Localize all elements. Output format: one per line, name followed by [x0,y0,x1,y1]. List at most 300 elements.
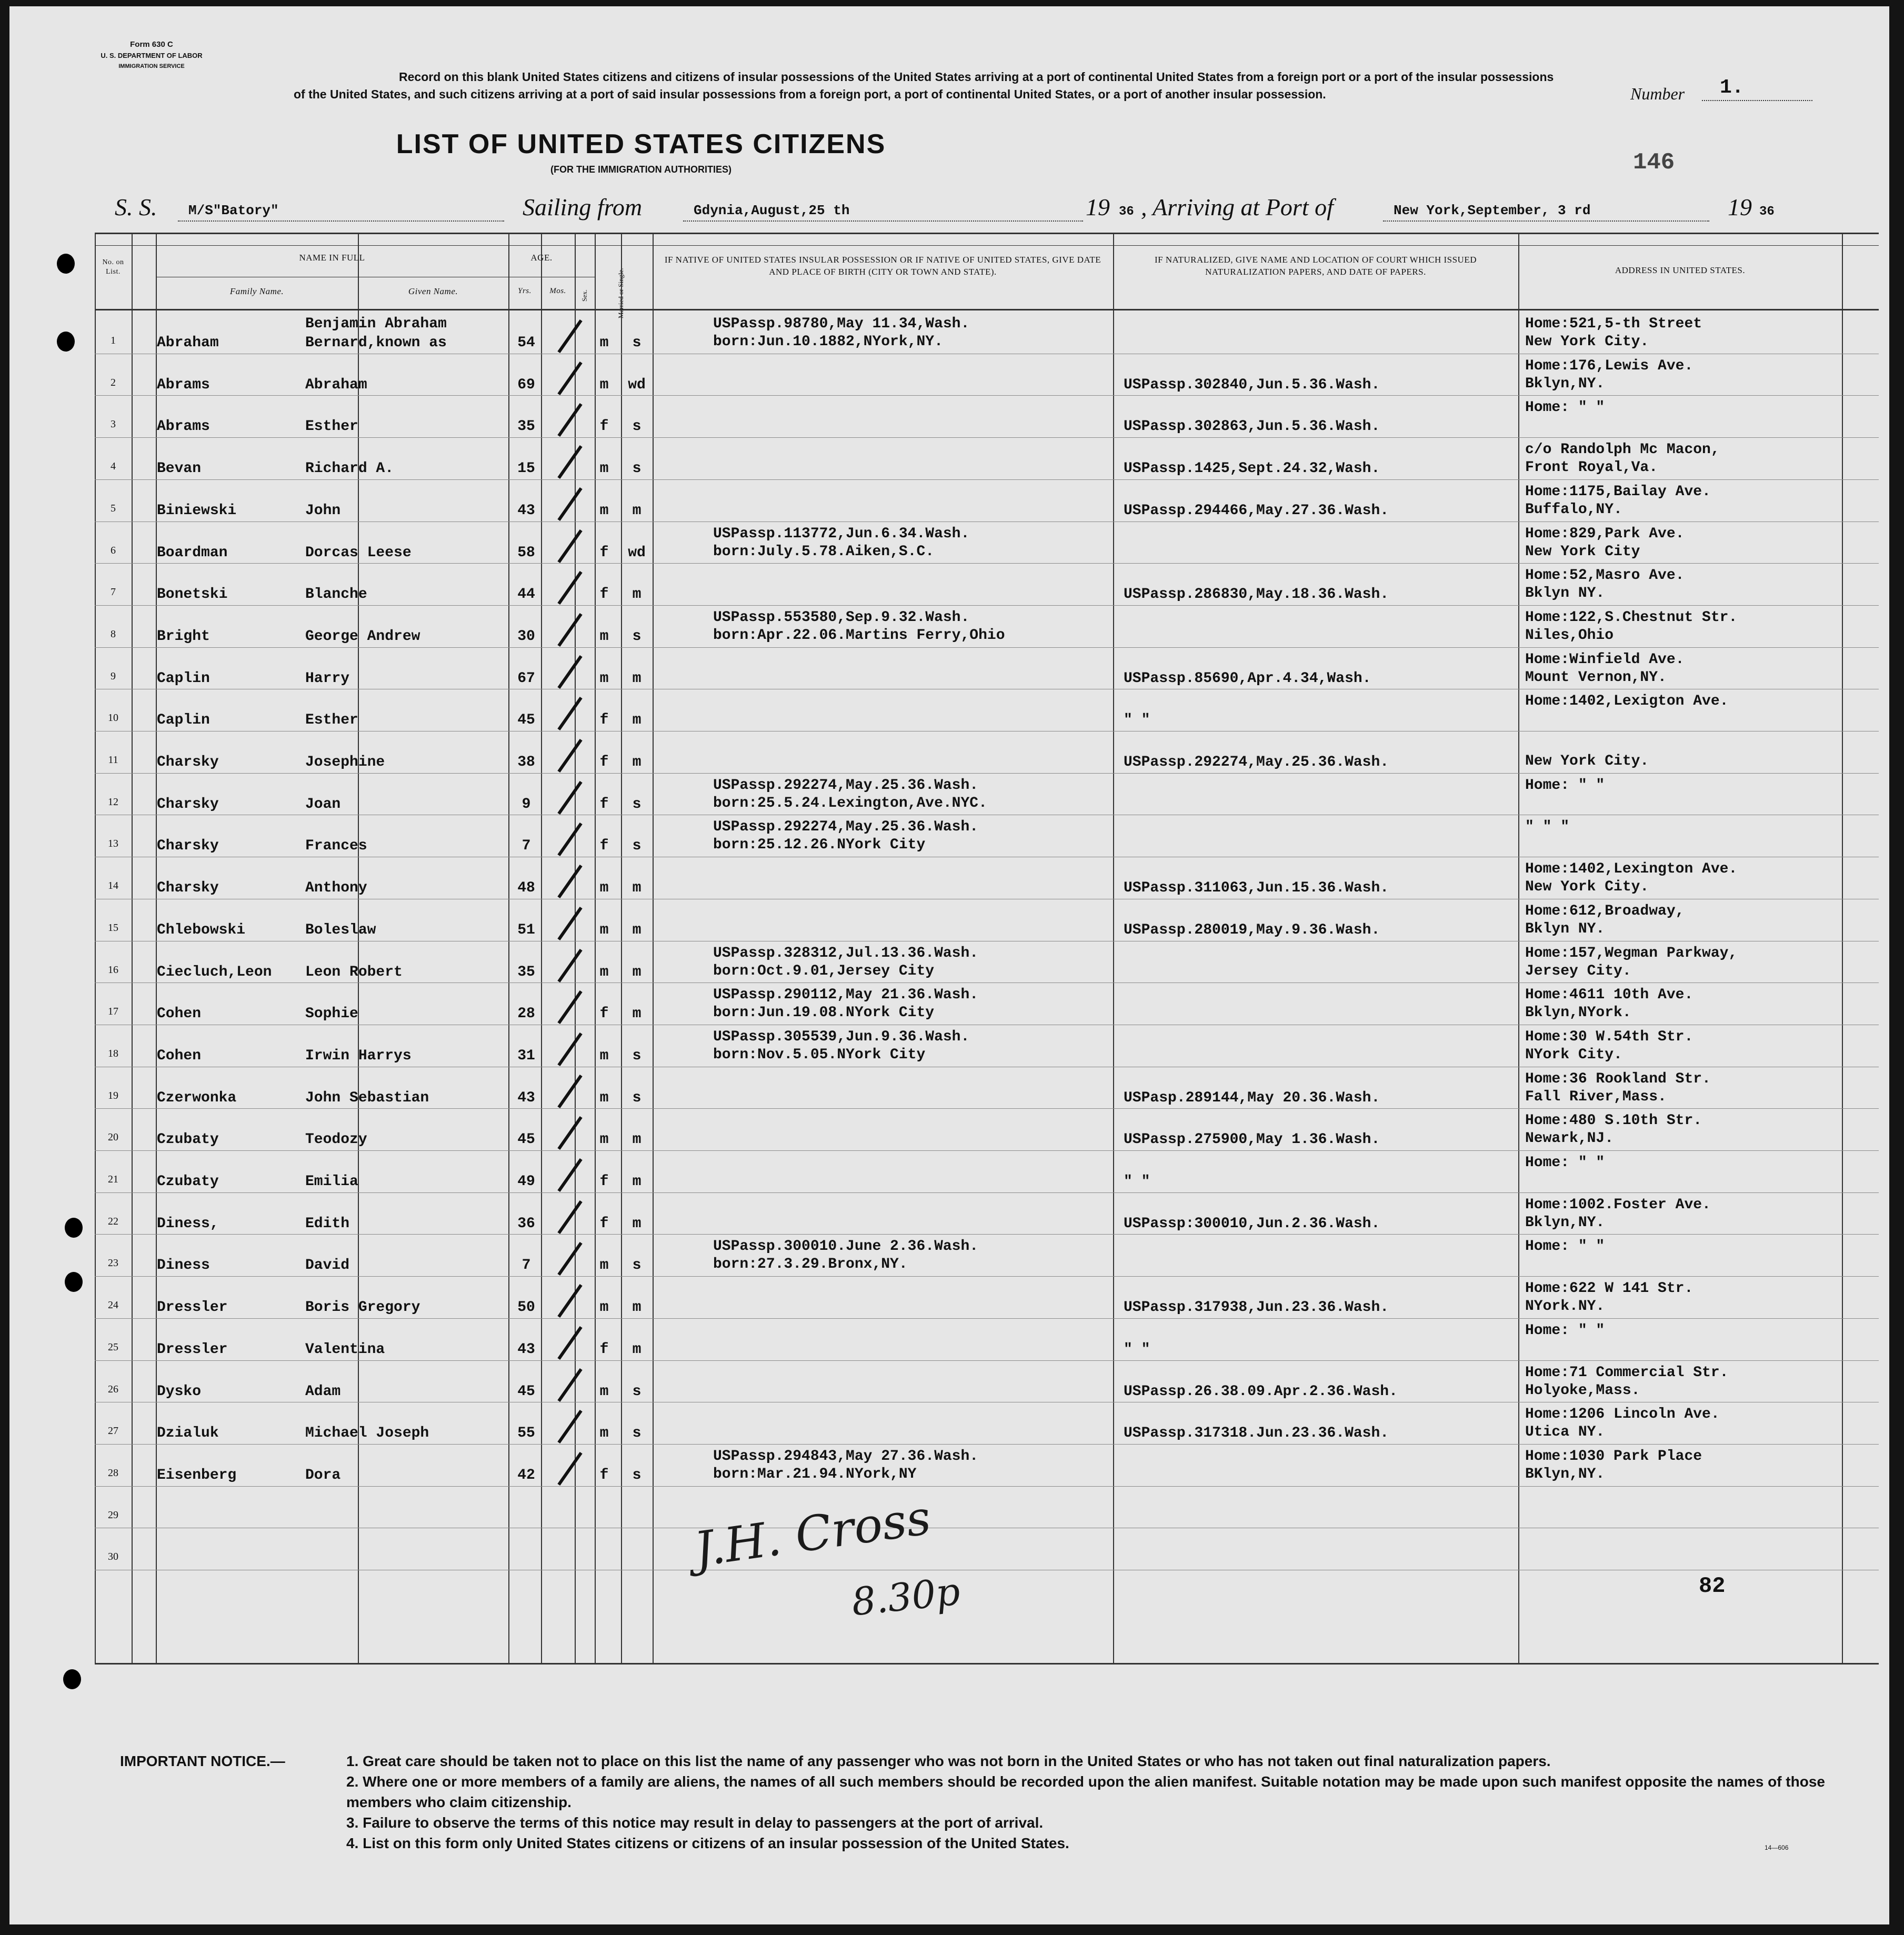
address-line-2: Newark,NJ. [1525,1130,1614,1147]
family-name: Bevan [157,460,202,477]
table-row [95,563,1879,605]
check-mark [557,1116,582,1150]
header-marital: Married or Single. [617,268,625,318]
marital-status: m [632,670,642,687]
check-mark [557,403,582,437]
age-years: 42 [517,1467,535,1483]
check-mark [557,739,582,773]
age-years: 43 [517,502,535,519]
family-name: Abrams [157,376,210,393]
address-line-1: Home:521,5-th Street [1525,316,1702,332]
marital-status: s [632,1467,642,1483]
header-address: ADDRESS IN UNITED STATES. [1615,265,1746,275]
family-name: Chlebowski [157,921,246,938]
table-bottom-rule [95,1663,1879,1665]
check-mark [557,1284,582,1318]
family-name: Czubaty [157,1131,219,1148]
given-name: Dorcas Leese [305,544,412,561]
age-years: 51 [517,921,535,938]
check-mark [557,529,582,563]
check-mark [557,1452,582,1486]
given-name: John [305,502,341,519]
address-line-2: Jersey City. [1525,963,1631,979]
naturalization-papers: USPasp.289144,May 20.36.Wash. [1124,1089,1380,1106]
list-number: 4 [111,460,116,473]
sex-value: f [599,1341,609,1358]
address-line-1: Home:157,Wegman Parkway, [1525,945,1738,961]
year-1-prefix: 19 [1086,194,1110,220]
list-number: 10 [108,712,118,724]
family-name: Cohen [157,1047,202,1064]
marital-status: m [632,1174,642,1190]
header-native-birth: IF NATIVE OF UNITED STATES INSULAR POSSESSION OR IF NATIVE OF UNITED STATES, GIVE DATE AND PLACE OF BIRTH (CITY OR TOWN AND STATE). [664,255,1101,277]
check-mark [557,1158,582,1192]
notice-item: 1. Great care should be taken not to place on this list the name of any passenger who was not born in the United States or who has not taken out final naturalization papers. [346,1753,1551,1769]
family-name: Charsky [157,754,219,770]
arriving-value: New York,September, 3 rd [1394,203,1591,218]
list-number: 22 [108,1215,118,1227]
given-name: Harry [305,670,350,687]
list-number: 30 [108,1551,118,1563]
check-mark [557,1368,582,1401]
table-row [95,312,1879,353]
sex-value: m [599,628,609,645]
sex-value: f [599,1174,609,1190]
check-mark [557,865,582,898]
list-number: 20 [108,1131,118,1144]
page-title: LIST OF UNITED STATES CITIZENS [396,129,886,159]
sex-value: m [599,1299,609,1316]
family-name: Eisenberg [157,1467,237,1483]
check-mark [557,1410,582,1443]
marital-status: m [632,1341,642,1358]
check-mark [557,1075,582,1108]
binder-hole [57,332,75,352]
family-name: Dzialuk [157,1425,219,1442]
table-row [95,1150,1879,1192]
service-name: IMMIGRATION SERVICE [118,63,185,69]
given-name: Edith [305,1215,350,1232]
given-name: Leon Robert [305,964,403,980]
binder-hole [63,1669,81,1689]
table-top-rule-2 [95,245,1879,246]
native-birth: born:Mar.21.94.NYork,NY [713,1466,917,1482]
age-years: 43 [517,1089,535,1106]
given-name: Valentina [305,1341,385,1358]
native-passport: USPassp.305539,Jun.9.36.Wash. [713,1028,970,1045]
form-number: Form 630 C [130,40,173,49]
table-row [95,1318,1879,1360]
given-name: Esther [305,418,358,435]
year-1-suffix: 36 [1119,205,1134,219]
given-name: Sophie [305,1006,358,1022]
family-name: Dressler [157,1299,228,1316]
marital-status: s [632,838,642,855]
age-years: 31 [517,1047,535,1064]
family-name: Biniewski [157,502,237,519]
address-line-1: Home:480 S.10th Str. [1525,1112,1702,1129]
table-row [95,899,1879,940]
naturalization-papers: USPassp.1425,Sept.24.32,Wash. [1124,460,1380,477]
address-line-2: Bklyn,NYork. [1525,1005,1631,1021]
list-number: 27 [108,1425,118,1437]
list-number: 13 [108,838,118,850]
list-number: 12 [108,796,118,808]
address-line-2: BKlyn,NY. [1525,1466,1605,1482]
sex-value: f [599,1006,609,1022]
naturalization-papers: USPassp.311063,Jun.15.36.Wash. [1124,880,1389,897]
table-row [95,1067,1879,1108]
list-number: 24 [108,1299,118,1311]
naturalization-papers: USPassp.302840,Jun.5.36.Wash. [1124,376,1380,393]
native-birth: born:July.5.78.Aiken,S.C. [713,543,935,560]
address-line-1: Home:122,S.Chestnut Str. [1525,609,1738,626]
address-line-1: Home:1206 Lincoln Ave. [1525,1406,1720,1423]
list-number: 23 [108,1257,118,1269]
sex-value: m [599,1047,609,1064]
age-years: 67 [517,670,535,687]
address-line-1: Home:52,Masro Ave. [1525,567,1685,584]
list-number: 19 [108,1089,118,1101]
page-number: 82 [1699,1573,1726,1599]
binder-hole [65,1272,83,1292]
marital-status: s [632,1047,642,1064]
address-line-1: Home: " " [1525,1155,1605,1171]
address-line-1: Home:1030 Park Place [1525,1448,1702,1465]
ss-value: M/S"Batory" [188,203,279,218]
given-name: Frances [305,838,367,855]
binder-hole [65,1218,83,1238]
address-line-1: Home: " " [1525,777,1605,794]
age-years: 50 [517,1299,535,1316]
given-name: Emilia [305,1174,358,1190]
table-row [95,1360,1879,1402]
naturalization-papers: " " [1124,1174,1150,1190]
table-row [95,1276,1879,1318]
native-passport: USPassp.294843,May 27.36.Wash. [713,1448,979,1465]
given-name: Teodozy [305,1131,367,1148]
naturalization-papers: USPassp.292274,May.25.36.Wash. [1124,754,1389,770]
given-name: Joan [305,796,341,813]
marital-status: s [632,1089,642,1106]
header-months: Mos. [549,287,566,295]
native-passport: USPassp.113772,Jun.6.34.Wash. [713,525,970,542]
year-2-prefix: 19 [1728,194,1752,220]
number-value: 1. [1720,76,1744,99]
list-number: 2 [111,376,116,388]
notice-item: 3. Failure to observe the terms of this notice may result in delay to passengers at the port of arrival. [346,1814,1044,1831]
table-row [95,857,1879,898]
address-line-2: Niles,Ohio [1525,627,1614,644]
table-row [95,773,1879,815]
header-name-in-full: NAME IN FULL [299,253,365,263]
age-years: 48 [517,880,535,897]
binder-hole [57,254,75,274]
native-birth: born:Apr.22.06.Martins Ferry,Ohio [713,627,1005,644]
naturalization-papers: " " [1124,1341,1150,1358]
age-years: 55 [517,1425,535,1442]
sex-value: f [599,754,609,770]
address-line-2: Front Royal,Va. [1525,459,1658,476]
family-name: Abraham [157,335,219,351]
list-number: 26 [108,1383,118,1395]
department-name: U. S. DEPARTMENT OF LABOR [101,52,203,59]
list-number: 15 [108,921,118,934]
native-birth: born:27.3.29.Bronx,NY. [713,1256,908,1273]
given-name: David [305,1257,350,1274]
given-name: Boris Gregory [305,1299,420,1316]
officer-signature: J.H. Cross [690,1490,934,1578]
check-mark [557,823,582,856]
list-number: 3 [111,418,116,430]
check-mark [557,319,582,353]
page-subtitle: (FOR THE IMMIGRATION AUTHORITIES) [550,164,731,175]
sex-value: m [599,880,609,897]
check-mark [557,655,582,689]
sex-value: m [599,964,609,980]
family-name: Czubaty [157,1174,219,1190]
marital-status: m [632,586,642,603]
list-number: 21 [108,1174,118,1185]
sex-value: f [599,418,609,435]
list-number: 7 [111,586,116,598]
list-number: 18 [108,1047,118,1059]
check-mark [557,1326,582,1360]
address-line-2: Bklyn,NY. [1525,375,1605,392]
address-line-2: Buffalo,NY. [1525,501,1622,518]
family-name: Bonetski [157,586,228,603]
family-name: Czerwonka [157,1089,237,1106]
notice-item: 2. Where one or more members of a family are aliens, the names of all such members should be recorded upon the alien manifest. Suitable notation may be made upon such manifest opposite the names of those members who claim citizenship. [346,1773,1825,1810]
address-line-1: Home:612,Broadway, [1525,903,1685,919]
address-line-1: c/o Randolph Mc Macon, [1525,442,1720,458]
sex-value: m [599,670,609,687]
address-line-2: NYork City. [1525,1046,1622,1063]
age-years: 28 [517,1006,535,1022]
table-row [95,395,1879,437]
family-name: Caplin [157,670,210,687]
address-line-1: Home:829,Park Ave. [1525,525,1685,542]
check-mark [557,613,582,647]
marital-status: s [632,628,642,645]
check-mark [557,362,582,395]
age-years: 44 [517,586,535,603]
naturalization-papers: USPassp.317938,Jun.23.36.Wash. [1124,1299,1389,1316]
signature-mark: 8.30p [849,1569,963,1625]
arriving-label: , Arriving at Port of [1141,194,1334,220]
table-row [95,522,1879,563]
marital-status: m [632,964,642,980]
sailing-label: Sailing from [523,194,643,220]
table-row [95,354,1879,395]
address-line-1: Home: " " [1525,399,1605,416]
table-row [95,689,1879,730]
age-years: 54 [517,335,535,351]
form-code: 14—606 [1765,1844,1789,1851]
table-row [95,647,1879,689]
header-naturalized: IF NATURALIZED, GIVE NAME AND LOCATION OF COURT WHICH ISSUED NATURALIZATION PAPERS, AND DATE OF PAPERS. [1154,255,1477,277]
sex-value: f [599,796,609,813]
marital-status: m [632,754,642,770]
family-name: Charsky [157,796,219,813]
age-years: 45 [517,712,535,729]
age-years: 30 [517,628,535,645]
sex-value: m [599,1089,609,1106]
table-row [95,1486,1879,1528]
sailing-value: Gdynia,August,25 th [694,203,850,218]
naturalization-papers: " " [1124,712,1150,729]
native-passport: USPassp.292274,May.25.36.Wash. [713,777,979,794]
marital-status: s [632,796,642,813]
table-row [95,1528,1879,1569]
header-years: Yrs. [518,287,532,295]
address-line-1: Home: " " [1525,1238,1605,1255]
passenger-table [95,233,1879,1664]
number-label: Number [1630,84,1685,103]
ship-info-line [9,193,1889,225]
native-birth: born:Nov.5.05.NYork City [713,1046,926,1063]
age-years: 38 [517,754,535,770]
list-number: 8 [111,628,116,640]
header-no: No. on List. [102,258,124,276]
list-number: 17 [108,1006,118,1018]
address-line-1: Home:622 W 141 Str. [1525,1280,1693,1297]
address-line-2: Bklyn,NY. [1525,1214,1605,1231]
table-row [95,815,1879,856]
address-line-1: Home:176,Lewis Ave. [1525,357,1693,374]
age-years: 45 [517,1383,535,1400]
header-family-name: Family Name. [229,286,284,296]
arriving-dotted-line [1383,220,1709,222]
native-passport: USPassp.553580,Sep.9.32.Wash. [713,609,970,626]
age-years: 35 [517,964,535,980]
given-name: Boleslaw [305,921,376,938]
table-row [95,1234,1879,1276]
native-birth: born:25.5.24.Lexington,Ave.NYC. [713,795,987,811]
naturalization-papers: USPassp.26.38.09.Apr.2.36.Wash. [1124,1383,1398,1400]
sex-value: m [599,1383,609,1400]
marital-status: m [632,1215,642,1232]
sex-value: f [599,1215,609,1232]
list-number: 28 [108,1467,118,1479]
check-mark [557,1200,582,1234]
native-passport: USPassp.290112,May 21.36.Wash. [713,987,979,1004]
sex-value: m [599,1257,609,1274]
number-line [1702,100,1812,101]
address-line-1: Home: " " [1525,1322,1605,1339]
table-row [95,941,1879,982]
header-bottom-rule [95,309,1879,310]
list-number: 6 [111,544,116,556]
family-name: Cohen [157,1006,202,1022]
native-birth: born:Oct.9.01,Jersey City [713,963,935,979]
check-mark [557,990,582,1024]
given-name: Richard A. [305,460,394,477]
given-name: Abraham [305,376,367,393]
family-name: Bright [157,628,210,645]
family-name: Abrams [157,418,210,435]
header-sex: Sex. [580,289,588,302]
family-name: Charsky [157,880,219,897]
address-line-2: New York City [1525,543,1640,560]
given-name: Anthony [305,880,367,897]
table-row [95,1402,1879,1443]
given-name-alias: Benjamin Abraham [305,316,447,332]
marital-status: wd [628,544,646,561]
given-name: Blanche [305,586,367,603]
address-line-1: Home:36 Rookland Str. [1525,1070,1711,1087]
address-line-1: Home:Winfield Ave. [1525,651,1685,668]
given-name: Esther [305,712,358,729]
sex-value: f [599,1467,609,1483]
address-line-2: Bklyn NY. [1525,585,1605,602]
native-birth: born:25.12.26.NYork City [713,837,926,854]
table-row [95,982,1879,1024]
sex-value: m [599,376,609,393]
family-name: Boardman [157,544,228,561]
header-age: AGE. [530,253,553,263]
marital-status: s [632,460,642,477]
marital-status: s [632,1257,642,1274]
age-years: 45 [517,1131,535,1148]
marital-status: s [632,418,642,435]
address-line-2: New York City. [1525,753,1649,769]
address-line-2: Holyoke,Mass. [1525,1382,1640,1399]
family-name: Charsky [157,838,219,855]
sex-value: m [599,502,609,519]
table-row [95,605,1879,647]
marital-status: m [632,1006,642,1022]
list-number: 14 [108,880,118,892]
address-line-1: Home:71 Commercial Str. [1525,1364,1729,1381]
address-line-2: Utica NY. [1525,1424,1605,1441]
ss-label: S. S. [115,194,157,220]
given-name: Michael Joseph [305,1425,429,1442]
table-top-rule [95,233,1879,234]
list-number: 9 [111,670,116,682]
check-mark [557,697,582,730]
marital-status: m [632,921,642,938]
age-years: 58 [517,544,535,561]
table-row [95,437,1879,479]
list-number: 25 [108,1341,118,1353]
address-line-1: Home:1402,Lexington Ave. [1525,861,1738,878]
table-row [95,479,1879,521]
native-birth: born:Jun.19.08.NYork City [713,1005,935,1021]
instructions-text: Record on this blank United States citizens and citizens of insular possessions of the United States arriving at a port of continental United States from a foreign port or a port of the insular possessions of the United States, and such citizens arriving at a port of said insular possessions from a foreign port, a port of continental United States, or a port of another insular possession. [294,70,1554,101]
naturalization-papers: USPassp.294466,May.27.36.Wash. [1124,502,1389,519]
sex-value: m [599,921,609,938]
sex-value: f [599,838,609,855]
notice-item: 4. List on this form only United States citizens or citizens of an insular possession of the United States. [346,1835,1069,1851]
age-years: 15 [517,460,535,477]
year-2-suffix: 36 [1759,205,1775,219]
given-name: Bernard,known as [305,335,447,351]
sex-value: m [599,1131,609,1148]
marital-status: m [632,502,642,519]
address-line-2: NYork.NY. [1525,1298,1605,1315]
table-row [95,1192,1879,1234]
native-passport: USPassp.328312,Jul.13.36.Wash. [713,945,979,961]
naturalization-papers: USPassp.275900,May 1.36.Wash. [1124,1131,1380,1148]
naturalization-papers: USPassp:300010,Jun.2.36.Wash. [1124,1215,1380,1232]
address-line-1: Home:1402,Lexigton Ave. [1525,693,1729,710]
naturalization-papers: USPassp.286830,May.18.36.Wash. [1124,586,1389,603]
address-line-1: Home:30 W.54th Str. [1525,1028,1693,1045]
ss-dotted-line [178,220,504,222]
given-name: Adam [305,1383,341,1400]
marital-status: m [632,880,642,897]
